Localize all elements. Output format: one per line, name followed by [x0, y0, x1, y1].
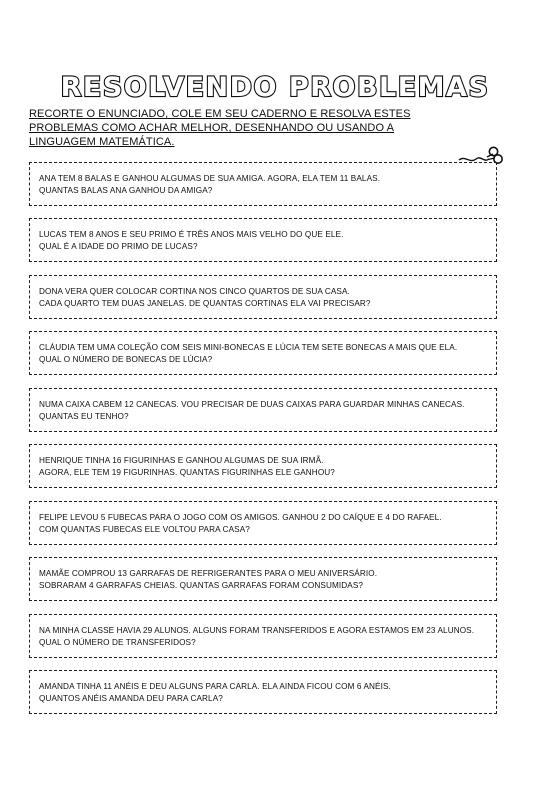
- title-text: RESOLVENDO PROBLEMAS: [60, 72, 490, 103]
- page-title: [0, 58, 550, 108]
- problem-list: [29, 162, 497, 726]
- problem-card: ANA TEM 8 BALAS E GANHOU ALGUMAS DE SUA AMIGA. AGORA, ELA TEM 11 BALAS. QUANTAS BALAS ANA GANHOU DA AMIGA?: [29, 162, 497, 206]
- problem-card: NUMA CAIXA CABEM 12 CANECAS. VOU PRECISAR DE DUAS CAIXAS PARA GUARDAR MINHAS CANECAS. QUANTAS EU TENHO?: [29, 388, 497, 432]
- problem-card: DONA VERA QUER COLOCAR CORTINA NOS CINCO QUARTOS DE SUA CASA. CADA QUARTO TEM DUAS JANELAS. DE QUANTAS CORTINAS ELA VAI PRECISAR?: [29, 275, 497, 319]
- problem-card: CLÁUDIA TEM UMA COLEÇÃO COM SEIS MINI-BONECAS E LÚCIA TEM SETE BONECAS A MAIS QUE ELA. QUAL O NÚMERO DE BONECAS DE LÚCIA?: [29, 331, 497, 375]
- problem-card: AMANDA TINHA 11 ANÉIS E DEU ALGUNS PARA CARLA. ELA AINDA FICOU COM 6 ANÉIS. QUANTOS ANÉIS AMANDA DEU PARA CARLA?: [29, 670, 497, 714]
- problem-card: NA MINHA CLASSE HAVIA 29 ALUNOS. ALGUNS FORAM TRANSFERIDOS E AGORA ESTAMOS EM 23 ALUNOS. QUAL O NÚMERO DE TRANSFERIDOS?: [29, 614, 497, 658]
- problem-card: MAMÃE COMPROU 13 GARRAFAS DE REFRIGERANTES PARA O MEU ANIVERSÁRIO. SOBRARAM 4 GARRAFAS CHEIAS. QUANTAS GARRAFAS FORAM CONSUMIDAS?: [29, 557, 497, 601]
- problem-card: HENRIQUE TINHA 16 FIGURINHAS E GANHOU ALGUMAS DE SUA IRMÃ. AGORA, ELE TEM 19 FIGURINHAS. QUANTAS FIGURINHAS ELE GANHOU?: [29, 444, 497, 488]
- instructions-text: RECORTE O ENUNCIADO, COLE EM SEU CADERNO E RESOLVA ESTES PROBLEMAS COMO ACHAR MELHOR, DESENHANDO OU USANDO A LINGUAGEM MATEMÁTICA.: [29, 108, 411, 148]
- problem-card: LUCAS TEM 8 ANOS E SEU PRIMO É TRÊS ANOS MAIS VELHO DO QUE ELE. QUAL É A IDADE DO PRIMO DE LUCAS?: [29, 218, 497, 262]
- problem-card: FELIPE LEVOU 5 FUBECAS PARA O JOGO COM OS AMIGOS. GANHOU 2 DO CAÍQUE E 4 DO RAFAEL. COM QUANTAS FUBECAS ELE VOLTOU PARA CASA?: [29, 501, 497, 545]
